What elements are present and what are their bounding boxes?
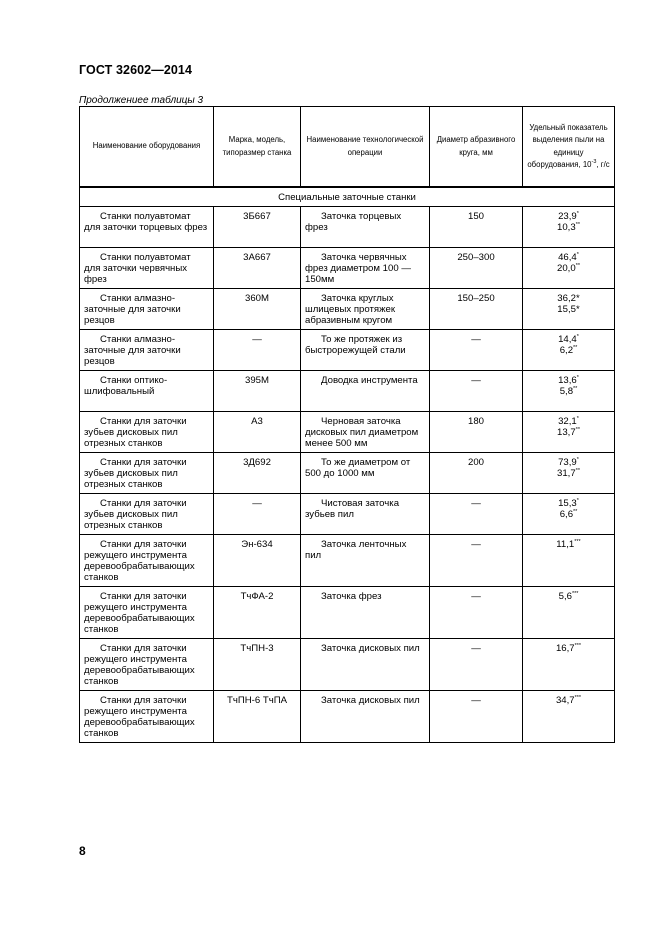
diameter-cell: 150–250: [430, 289, 523, 330]
operation-cell: Заточка ленточных пил: [301, 535, 430, 587]
page-number: 8: [79, 844, 86, 858]
dust-value: 5,8: [559, 386, 574, 397]
model-cell: А3: [214, 412, 301, 453]
dust-value: 5,6: [558, 591, 572, 602]
header-diameter: Диаметр абразивного круга, мм: [430, 107, 523, 188]
diameter-cell: —: [430, 371, 523, 412]
dust-value-line: [527, 345, 610, 356]
header-dust-emission-exponent: -3: [591, 159, 597, 165]
dust-value-footnote-mark: **: [575, 263, 580, 269]
table-row: [80, 412, 615, 453]
dust-emission-cell: [523, 587, 615, 639]
model-cell: 3Д692: [214, 453, 301, 494]
section-title: Специальные заточные станки: [80, 187, 615, 207]
diameter-cell: 200: [430, 453, 523, 494]
equipment-table: [79, 106, 615, 743]
dust-value-line: [527, 591, 610, 602]
dust-value: 73,9: [558, 457, 577, 468]
dust-emission-cell: [523, 412, 615, 453]
dust-value: 11,1: [556, 539, 575, 550]
model-cell: 395М: [214, 371, 301, 412]
header-equipment-name: Наименование оборудования: [80, 107, 214, 188]
dust-value-line: [527, 695, 610, 706]
dust-value: 14,4: [558, 334, 577, 345]
table-row: [80, 207, 615, 248]
header-dust-emission-text: Удельный показатель выделения пыли на единицу оборудования, 10: [527, 122, 608, 169]
header-dust-emission-unit: , г/с: [596, 160, 610, 169]
dust-value-line: [527, 293, 610, 304]
dust-value: 20,0: [557, 263, 576, 274]
dust-value: 36,2*: [557, 293, 580, 304]
dust-value-line: [527, 386, 610, 397]
model-cell: ТчПН-6 ТчПА: [214, 691, 301, 743]
dust-value-footnote-mark: *: [576, 334, 579, 340]
dust-value-line: [527, 498, 610, 509]
dust-value-footnote-mark: **: [575, 222, 580, 228]
header-dust-emission: [523, 107, 615, 188]
dust-value: 13,7: [557, 427, 576, 438]
dust-emission-cell: [523, 453, 615, 494]
document-title: ГОСТ 32602—2014: [79, 63, 193, 77]
model-cell: —: [214, 330, 301, 371]
dust-value-footnote-mark: *: [576, 416, 579, 422]
table-row: [80, 330, 615, 371]
dust-value-footnote-mark: *: [576, 211, 579, 217]
dust-value: 34,7: [555, 695, 575, 706]
equipment-name-cell: Станки для заточки режущего инструмента деревообрабатывающих станков: [80, 639, 214, 691]
operation-cell: Доводка инструмента: [301, 371, 430, 412]
dust-value: 46,4: [558, 252, 577, 263]
dust-value-line: [527, 211, 610, 222]
dust-value-line: [527, 539, 610, 550]
table-row: [80, 248, 615, 289]
dust-value: 23,9: [558, 211, 577, 222]
dust-value-footnote-mark: **: [573, 386, 578, 392]
dust-value-footnote-mark: **: [575, 468, 580, 474]
model-cell: —: [214, 494, 301, 535]
model-cell: ТчФА-2: [214, 587, 301, 639]
diameter-cell: —: [430, 494, 523, 535]
model-cell: Эн-634: [214, 535, 301, 587]
dust-emission-cell: [523, 535, 615, 587]
model-cell: ТчПН-3: [214, 639, 301, 691]
dust-value-footnote-mark: *: [576, 252, 579, 258]
header-operation: Наименование технологической операции: [301, 107, 430, 188]
equipment-name-cell: Станки для заточки режущего инструмента деревообрабатывающих станков: [80, 691, 214, 743]
diameter-cell: 180: [430, 412, 523, 453]
table-row: [80, 691, 615, 743]
section-row: [80, 187, 615, 207]
equipment-name-cell: Станки для заточки зубьев дисковых пил отрезных станков: [80, 412, 214, 453]
dust-value: 15,3: [558, 498, 577, 509]
table-row: [80, 587, 615, 639]
operation-cell: Заточка фрез: [301, 587, 430, 639]
equipment-name-cell: Станки алмазно-заточные для заточки резцов: [80, 289, 214, 330]
header-row: [80, 107, 615, 188]
dust-emission-cell: [523, 691, 615, 743]
table-row: [80, 639, 615, 691]
dust-value-footnote-mark: ***: [571, 591, 579, 597]
dust-value-footnote-mark: *: [576, 457, 579, 463]
dust-value: 16,7: [555, 643, 575, 654]
equipment-name-cell: Станки для заточки режущего инструмента деревообрабатывающих станков: [80, 535, 214, 587]
equipment-name-cell: Станки оптико-шлифовальный: [80, 371, 214, 412]
dust-value-line: [527, 334, 610, 345]
dust-value-footnote-mark: **: [573, 345, 578, 351]
dust-value-line: [527, 643, 610, 654]
model-cell: 360М: [214, 289, 301, 330]
dust-value: 10,3: [557, 222, 576, 233]
diameter-cell: 150: [430, 207, 523, 248]
dust-value: 15,5*: [557, 304, 580, 315]
operation-cell: Чистовая заточка зубьев пил: [301, 494, 430, 535]
dust-value-footnote-mark: *: [576, 375, 579, 381]
table-row: [80, 289, 615, 330]
dust-value-line: [527, 263, 610, 274]
dust-emission-cell: [523, 248, 615, 289]
equipment-name-cell: Станки полуавтомат для заточки червячных фрез: [80, 248, 214, 289]
operation-cell: Заточка дисковых пил: [301, 639, 430, 691]
dust-value: 31,7: [557, 468, 576, 479]
dust-value-line: [527, 222, 610, 233]
dust-value-footnote-mark: *: [576, 498, 579, 504]
dust-value-line: [527, 509, 610, 520]
dust-value-line: [527, 468, 610, 479]
dust-value-footnote-mark: **: [573, 509, 578, 515]
dust-emission-cell: [523, 289, 615, 330]
operation-cell: Заточка торцевых фрез: [301, 207, 430, 248]
dust-emission-cell: [523, 371, 615, 412]
table-row: [80, 535, 615, 587]
diameter-cell: —: [430, 639, 523, 691]
operation-cell: Заточка дисковых пил: [301, 691, 430, 743]
dust-emission-cell: [523, 207, 615, 248]
dust-value: 6,2: [559, 345, 574, 356]
dust-value-line: [527, 252, 610, 263]
table-row: [80, 494, 615, 535]
equipment-name-cell: Станки для заточки режущего инструмента деревообрабатывающих станков: [80, 587, 214, 639]
table-row: [80, 453, 615, 494]
diameter-cell: 250–300: [430, 248, 523, 289]
dust-value-footnote-mark: **: [575, 427, 580, 433]
operation-cell: То же диаметром от 500 до 1000 мм: [301, 453, 430, 494]
dust-value: 6,6: [559, 509, 574, 520]
operation-cell: Заточка круглых шлицевых протяжек абразивным кругом: [301, 289, 430, 330]
dust-value-line: [527, 416, 610, 427]
equipment-name-cell: Станки для заточки зубьев дисковых пил отрезных станков: [80, 494, 214, 535]
dust-emission-cell: [523, 494, 615, 535]
operation-cell: Заточка червячных фрез диаметром 100 — 150мм: [301, 248, 430, 289]
header-model: Марка, модель, типоразмер станка: [214, 107, 301, 188]
diameter-cell: —: [430, 330, 523, 371]
dust-emission-cell: [523, 639, 615, 691]
table-caption: Продолжениеe таблицы 3: [79, 95, 204, 106]
dust-value-footnote-mark: ***: [574, 539, 581, 545]
diameter-cell: —: [430, 691, 523, 743]
dust-value-footnote-mark: ***: [574, 643, 582, 649]
dust-value-footnote-mark: ***: [574, 695, 582, 701]
equipment-name-cell: Станки полуавтомат для заточки торцевых фрез: [80, 207, 214, 248]
model-cell: 3А667: [214, 248, 301, 289]
dust-value: 13,6: [558, 375, 577, 386]
dust-value-line: [527, 427, 610, 438]
dust-value: 32,1: [558, 416, 577, 427]
model-cell: 3Б667: [214, 207, 301, 248]
dust-value-line: [527, 457, 610, 468]
equipment-name-cell: Станки алмазно-заточные для заточки резцов: [80, 330, 214, 371]
diameter-cell: —: [430, 587, 523, 639]
dust-value-line: [527, 304, 610, 315]
diameter-cell: —: [430, 535, 523, 587]
dust-value-line: [527, 375, 610, 386]
equipment-name-cell: Станки для заточки зубьев дисковых пил отрезных станков: [80, 453, 214, 494]
operation-cell: То же протяжек из быстрорежущей стали: [301, 330, 430, 371]
operation-cell: Черновая заточка дисковых пил диаметром менее 500 мм: [301, 412, 430, 453]
table-row: [80, 371, 615, 412]
dust-emission-cell: [523, 330, 615, 371]
